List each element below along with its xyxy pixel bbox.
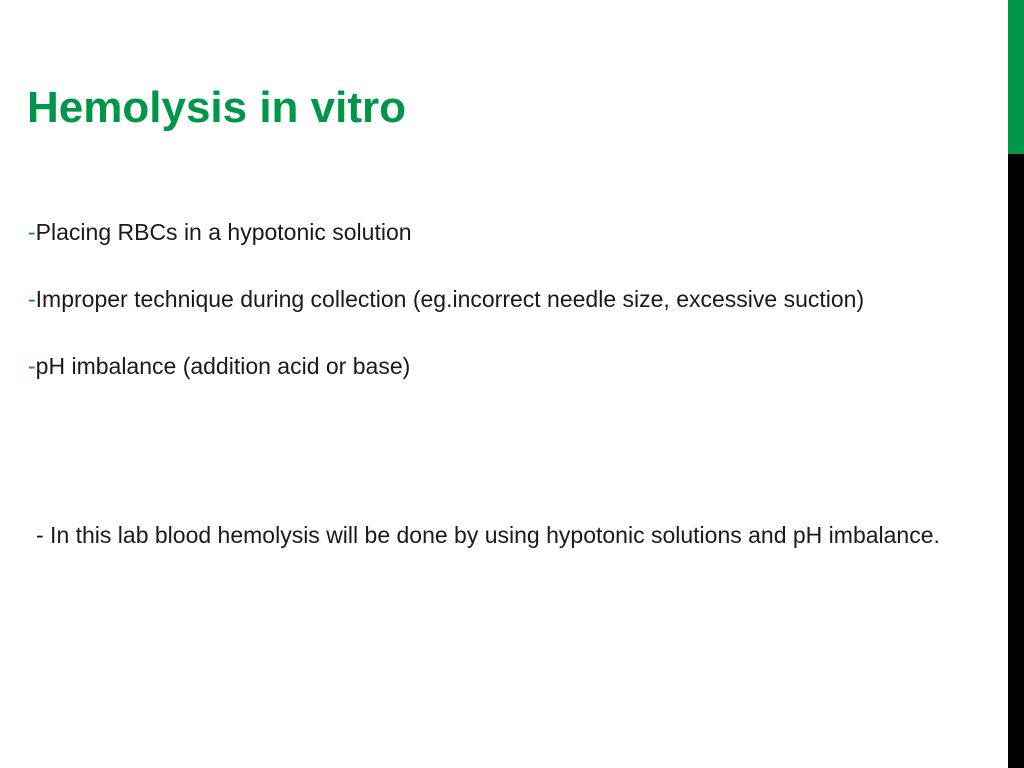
lab-note: - In this lab blood hemolysis will be done by using hypotonic solutions and pH imbalance. xyxy=(36,522,940,548)
bullet-item xyxy=(28,282,988,316)
bullet-dash: - xyxy=(28,219,36,245)
bullet-list xyxy=(28,215,988,416)
bullet-item xyxy=(28,215,988,249)
slide-edge-accent xyxy=(1008,0,1024,154)
bullet-dash: - xyxy=(28,286,36,312)
bullet-dash: - xyxy=(28,353,36,379)
slide-title: Hemolysis in vitro xyxy=(27,83,407,132)
bullet-item xyxy=(28,349,988,383)
bullet-text: pH imbalance (addition acid or base) xyxy=(35,353,411,379)
bullet-text: Improper technique during collection (eg.incorrect needle size, excessive suction) xyxy=(35,286,865,312)
bullet-text: Placing RBCs in a hypotonic solution xyxy=(35,219,412,245)
